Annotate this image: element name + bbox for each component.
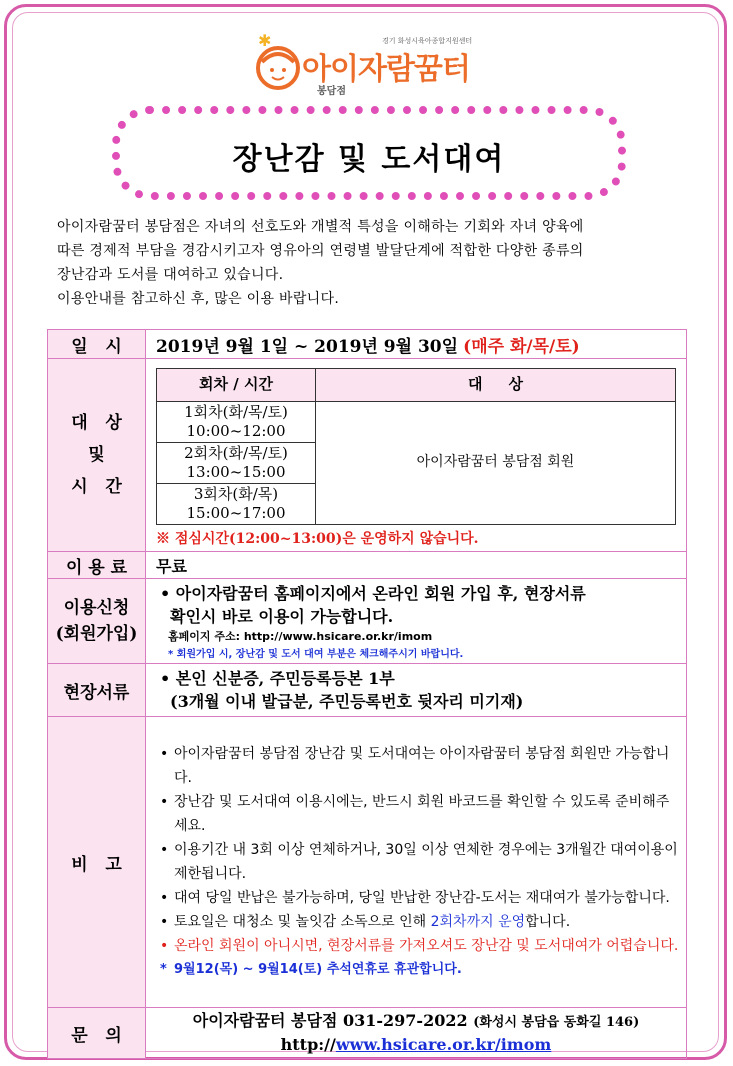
label-line: 및 <box>88 445 105 465</box>
docs-line: (3개월 이내 발급분, 주민등록번호 뒷자리 미기재) <box>170 692 524 711</box>
info-table <box>47 329 687 1059</box>
note-item-saturday: • 토요일은 대청소 및 놀잇감 소독으로 인해 2회차까지 운영합니다. <box>160 910 682 934</box>
value-target <box>146 359 687 552</box>
note-item: • 장난감 및 도서대여 이용시에는, 반드시 회원 바코드를 확인할 수 있도록 준비해주세요. <box>160 790 682 838</box>
url-prefix: http:// <box>280 1035 336 1054</box>
intro-line: 이용안내를 참고하신 후, 많은 이용 바랍니다. <box>57 291 340 307</box>
notes-list <box>146 740 686 984</box>
homepage-address: 홈페이지 주소: http://www.hsicare.or.kr/imom <box>168 630 433 643</box>
note-item: • 이용기간 내 3회 이상 연체하거나, 30일 이상 연체한 경우에는 3개월간 대여이용이 제한됩니다. <box>160 838 682 886</box>
schedule-table <box>156 368 676 525</box>
title-box <box>112 106 626 200</box>
docs-line: • 본인 신분증, 주민등록등본 1부 <box>160 669 395 688</box>
inquiry-address: (화성시 봉담읍 동화길 146) <box>473 1015 640 1030</box>
label-inquiry: 문 의 <box>48 1008 146 1059</box>
label-fee: 이 용 료 <box>48 552 146 579</box>
logo-branch: 봉담점 <box>317 86 346 97</box>
intro-line: 따른 경제적 부담을 경감시키고자 영유아의 연령별 발달단계에 적합한 다양한 종류의 <box>57 243 584 259</box>
label-date: 일 시 <box>48 330 146 359</box>
session-1: 1회차(화/목/토) 10:00~12:00 <box>157 401 316 442</box>
session-3: 3회차(화/목) 15:00~17:00 <box>157 483 316 524</box>
row-target <box>48 359 687 552</box>
apply-line: 확인시 바로 이용이 가능합니다. <box>170 607 394 626</box>
intro-line: 아이자람꿈터 봉담점은 자녀의 선호도와 개별적 특성을 이해하는 기회와 자녀 양육에 <box>57 219 584 235</box>
row-apply <box>48 579 687 664</box>
logo-org: 경기 화성시육아종합지원센터 <box>382 37 473 45</box>
row-inquiry <box>48 1008 687 1059</box>
apply-note: * 회원가입 시, 장난감 및 도서 대여 부분은 체크해주시기 바랍니다. <box>168 649 464 660</box>
value-docs <box>146 664 687 717</box>
col-session: 회차 / 시간 <box>157 368 316 401</box>
value-inquiry <box>146 1008 687 1059</box>
row-notes <box>48 717 687 1008</box>
col-target: 대 상 <box>316 368 676 401</box>
note-item: • 아이자람꿈터 봉담점 장난감 및 도서대여는 아이자람꿈터 봉담점 회원만 가능합니다. <box>160 742 682 790</box>
label-apply: 이용신청 (회원가입) <box>48 579 146 664</box>
intro-text <box>57 215 679 311</box>
date-days: (매주 화/목/토) <box>463 336 580 357</box>
apply-line: • 아이자람꿈터 홈페이지에서 온라인 회원 가입 후, 현장서류 <box>160 584 586 603</box>
note-item-online: • 온라인 회원이 아니시면, 현장서류를 가져오셔도 장난감 및 도서대여가 어렵습니다. <box>160 934 682 958</box>
intro-line: 장난감과 도서를 대여하고 있습니다. <box>57 267 284 283</box>
label-line: 대 상 <box>71 413 122 433</box>
inquiry-phone: 아이자람꿈터 봉담점 031-297-2022 <box>192 1011 468 1030</box>
svg-text:✱: ✱ <box>258 32 272 50</box>
date-range: 2019년 9월 1일 ~ 2019년 9월 30일 <box>156 336 459 357</box>
note-item: • 대여 당일 반납은 불가능하며, 당일 반납한 장난감-도서는 재대여가 불가능합니다. <box>160 886 682 910</box>
value-notes <box>146 717 687 1008</box>
value-apply <box>146 579 687 664</box>
lunch-notice: ※ 점심시간(12:00~13:00)은 운영하지 않습니다. <box>156 530 479 547</box>
logo <box>252 32 492 102</box>
target-value: 아이자람꿈터 봉담점 회원 <box>316 401 676 524</box>
label-line: 시 간 <box>71 477 122 497</box>
value-date <box>146 330 687 359</box>
label-notes: 비 고 <box>48 717 146 1008</box>
page-title: 장난감 및 도서대여 <box>232 142 506 177</box>
logo-name: 아이자람꿈터 <box>302 52 470 87</box>
note-item-holiday: * 9월12(목) ~ 9월14(토) 추석연휴로 휴관합니다. <box>160 958 682 982</box>
homepage-link[interactable]: www.hsicare.or.kr/imom <box>335 1035 552 1054</box>
logo-face-icon <box>252 32 304 94</box>
row-date <box>48 330 687 359</box>
label-docs: 현장서류 <box>48 664 146 717</box>
session-2: 2회차(화/목/토) 13:00~15:00 <box>157 442 316 483</box>
value-fee: 무료 <box>146 552 687 579</box>
row-fee <box>48 552 687 579</box>
row-docs <box>48 664 687 717</box>
label-target <box>48 359 146 552</box>
